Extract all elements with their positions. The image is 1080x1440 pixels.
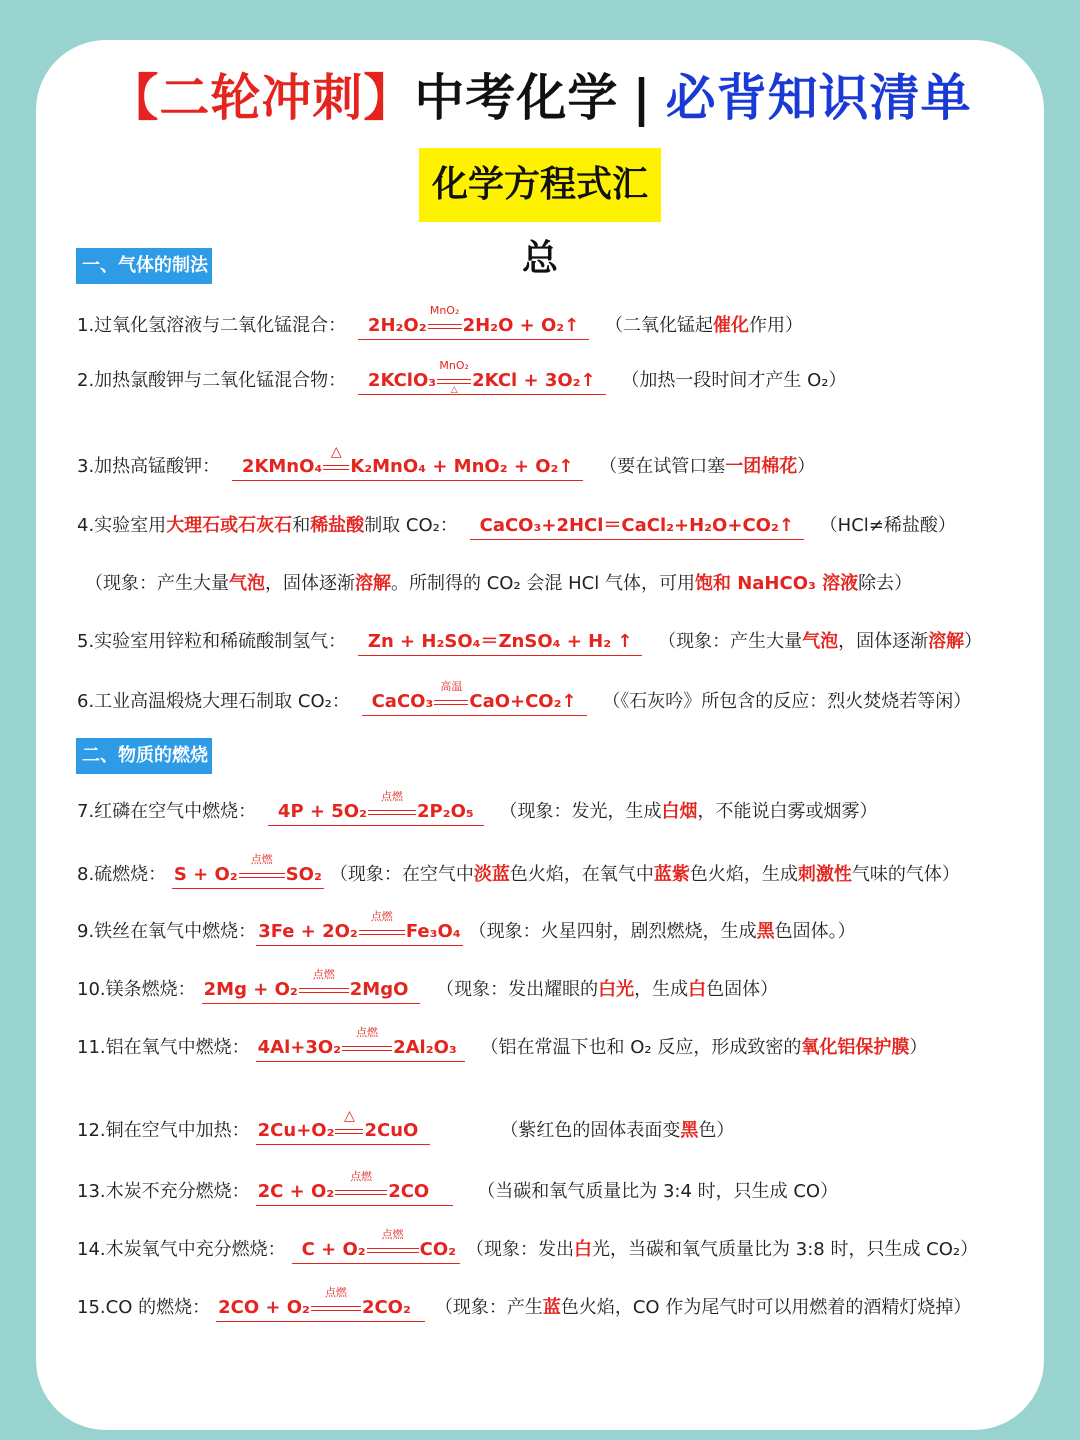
reaction-arrow <box>239 853 285 882</box>
highlight: 白烟 <box>661 801 698 822</box>
item-label: 15.CO 的燃烧： <box>77 1297 211 1318</box>
section-heading-combustion: 二、物质的燃烧 <box>76 738 212 774</box>
highlight: 稀盐酸 <box>310 515 365 536</box>
reaction-arrow <box>299 968 349 997</box>
highlight: 黑 <box>680 1120 699 1141</box>
highlight: 刺激性 <box>797 864 852 885</box>
equation-row-9 <box>77 910 1037 946</box>
note: （《石灰吟》所包含的反应：烈火焚烧若等闲） <box>602 691 972 712</box>
equation <box>358 359 606 395</box>
reactants: 2KClO₃ <box>367 370 437 391</box>
page-title <box>0 58 1080 130</box>
note: 色火焰，CO 作为尾气时可以用燃着的酒精灯烧掉） <box>560 1297 972 1318</box>
products: CO₂ <box>419 1239 457 1260</box>
highlight: 大理石或石灰石 <box>166 515 293 536</box>
highlight: 淡蓝 <box>473 864 510 885</box>
note: ，固体逐渐 <box>265 573 355 594</box>
condition-ignite: 点燃 <box>250 853 273 866</box>
note: （当碳和氧气质量比为 3:4 时，只生成 CO） <box>477 1181 839 1202</box>
note: 色） <box>698 1120 735 1141</box>
products: SO₂ <box>285 864 322 885</box>
item-label: 和 <box>292 515 311 536</box>
item-label: 4.实验室用 <box>77 515 167 536</box>
equation-row-10 <box>77 968 1037 1004</box>
highlight: 溶解 <box>928 631 965 652</box>
note: 色火焰，生成 <box>689 864 798 885</box>
highlight: 蓝紫 <box>653 864 690 885</box>
equation <box>216 1286 425 1322</box>
reaction-arrow <box>335 1108 363 1138</box>
reaction-arrow <box>368 790 416 819</box>
reactants: 2H₂O₂ <box>367 315 427 336</box>
note: （现象：发出耀眼的 <box>436 979 599 1000</box>
condition-ignite: 点燃 <box>324 1286 347 1299</box>
highlight: 黑 <box>756 921 775 942</box>
products: 2Al₂O₃ <box>393 1037 457 1058</box>
equation-row-11 <box>77 1026 1037 1062</box>
condition-heat: △ <box>450 385 458 395</box>
equation <box>362 680 587 716</box>
equation <box>256 1026 465 1062</box>
highlight: 白光 <box>598 979 635 1000</box>
equation-row-6 <box>77 680 1037 716</box>
products: 2KCl + 3O₂↑ <box>472 370 596 391</box>
equation <box>256 910 462 946</box>
reaction-arrow <box>335 1170 387 1199</box>
title-separator: | <box>632 69 652 127</box>
products: CaO+CO₂↑ <box>469 691 577 712</box>
item-label: 8.硫燃烧： <box>77 864 167 885</box>
reaction-arrow <box>359 910 405 939</box>
highlight: 一团棉花 <box>725 456 798 477</box>
equation <box>268 790 484 826</box>
equation-row-8 <box>77 853 1037 889</box>
note: 作用） <box>749 315 803 336</box>
reaction-arrow <box>311 1286 361 1315</box>
reactants: CaCO₃ <box>371 691 434 712</box>
condition-ignite: 点燃 <box>356 1026 379 1039</box>
note: （要在试管口塞 <box>599 456 726 477</box>
note: （HCl≠稀盐酸） <box>819 515 956 536</box>
note: ，固体逐渐 <box>838 631 929 652</box>
reactants: 2Mg + O₂ <box>203 979 298 1000</box>
highlight: 氧化铝保护膜 <box>801 1037 910 1058</box>
condition-catalyst: MnO₂ <box>439 359 469 372</box>
condition-heat: △ <box>330 444 342 460</box>
note: （加热一段时间才产生 O₂） <box>621 370 847 391</box>
reactants: 3Fe + 2O₂ <box>258 921 358 942</box>
item-label: 10.镁条燃烧： <box>77 979 196 1000</box>
highlight: 催化 <box>713 315 749 336</box>
note: ） <box>797 456 816 477</box>
note: 色火焰，在氧气中 <box>509 864 654 885</box>
equation-row-12 <box>77 1108 1037 1145</box>
equation-row-14 <box>77 1228 1037 1264</box>
title-list: 必背知识清单 <box>665 69 972 127</box>
reactants: S + O₂ <box>173 864 238 885</box>
equation: Zn + H₂SO₄＝ZnSO₄ + H₂ ↑ <box>358 630 643 656</box>
reaction-arrow <box>428 304 462 333</box>
equation-row-3 <box>77 444 1037 481</box>
highlight: 白 <box>574 1239 593 1260</box>
note: 气味的气体） <box>851 864 960 885</box>
item-label: 6.工业高温煅烧大理石制取 CO₂： <box>77 691 350 712</box>
reaction-arrow <box>367 1228 419 1257</box>
reaction-arrow <box>342 1026 392 1055</box>
note: ） <box>964 631 983 652</box>
products: 2CO <box>388 1181 430 1202</box>
condition-ignite: 点燃 <box>350 1170 373 1183</box>
item-label: 3.加热高锰酸钾： <box>77 456 221 477</box>
equation <box>358 304 589 340</box>
reactants: 2C + O₂ <box>257 1181 335 1202</box>
products: K₂MnO₄ + MnO₂ + O₂↑ <box>350 456 574 477</box>
reaction-arrow <box>323 444 349 474</box>
equation <box>256 1170 454 1206</box>
products: 2H₂O + O₂↑ <box>462 315 580 336</box>
note: （现象：发光，生成 <box>499 801 662 822</box>
equation <box>256 1108 431 1145</box>
reactants: 2Cu+O₂ <box>257 1120 335 1141</box>
products: 2MgO <box>349 979 409 1000</box>
products: Fe₃O₄ <box>405 921 461 942</box>
item-label: 1.过氧化氢溶液与二氧化锰混合： <box>77 315 347 336</box>
highlight: 蓝 <box>542 1297 561 1318</box>
products: 2P₂O₅ <box>416 801 474 822</box>
subtitle-banner: 化学方程式汇总 <box>419 148 661 222</box>
note: ，生成 <box>634 979 689 1000</box>
title-tag: 【二轮冲刺】 <box>108 69 415 127</box>
highlight: 饱和 NaHCO₃ 溶液 <box>694 573 859 594</box>
note: 。所制得的 CO₂ 会混 HCl 气体，可用 <box>391 573 695 594</box>
title-subject: 中考化学 <box>414 69 619 127</box>
reactants: 2CO + O₂ <box>218 1297 310 1318</box>
equation <box>292 1228 460 1264</box>
highlight: 气泡 <box>229 573 265 594</box>
highlight: 气泡 <box>802 631 839 652</box>
item-label: 7.红磷在空气中燃烧： <box>77 801 257 822</box>
note: ，不能说白雾或烟雾） <box>697 801 878 822</box>
equation-row-2 <box>77 359 1037 395</box>
note: （现象：火星四射，剧烈燃烧，生成 <box>468 921 757 942</box>
note: 除去） <box>858 573 913 594</box>
reaction-arrow <box>437 359 471 395</box>
note: （现象：发出 <box>466 1239 575 1260</box>
highlight: 白 <box>688 979 707 1000</box>
condition-high-temp: 高温 <box>440 680 463 693</box>
note: （紫红色的固体表面变 <box>500 1120 681 1141</box>
item-label: 9.铁丝在氧气中燃烧： <box>77 921 257 942</box>
equation <box>172 853 324 889</box>
note: ） <box>909 1037 928 1058</box>
equation <box>232 444 584 481</box>
equation <box>202 968 421 1004</box>
reactants: 4Al+3O₂ <box>257 1037 342 1058</box>
equation-row-7 <box>77 790 1037 826</box>
equation-row-4 <box>77 514 1037 540</box>
condition-ignite: 点燃 <box>380 790 403 803</box>
note: （现象：产生大量 <box>658 631 803 652</box>
highlight: 溶解 <box>355 573 391 594</box>
note: （铝在常温下也和 O₂ 反应，形成致密的 <box>480 1037 802 1058</box>
reactants: C + O₂ <box>301 1239 366 1260</box>
note: （二氧化锰起 <box>605 315 713 336</box>
equation-row-13 <box>77 1170 1037 1206</box>
item-label: 13.木炭不充分燃烧： <box>77 1181 250 1202</box>
reaction-arrow <box>434 680 468 709</box>
item-label: 11.铝在氧气中燃烧： <box>77 1037 250 1058</box>
note: 色固体） <box>706 979 779 1000</box>
item-label: 12.铜在空气中加热： <box>77 1120 250 1141</box>
condition-heat: △ <box>344 1108 355 1124</box>
section-heading-gas-preparation: 一、气体的制法 <box>76 248 212 284</box>
equation-row-1 <box>77 304 1037 340</box>
note: 光，当碳和氧气质量比为 3:8 时，只生成 CO₂） <box>592 1239 979 1260</box>
reactants: 4P + 5O₂ <box>277 801 367 822</box>
phenomenon-row-4 <box>85 572 1045 596</box>
item-label: 14.木炭氧气中充分燃烧： <box>77 1239 286 1260</box>
note: （现象：产生大量 <box>85 573 229 594</box>
products: 2CO₂ <box>361 1297 411 1318</box>
note: 色固体。） <box>774 921 856 942</box>
condition-catalyst: MnO₂ <box>429 304 460 317</box>
equation: CaCO₃+2HCl＝CaCl₂+H₂O+CO₂↑ <box>470 514 804 540</box>
item-label: 制取 CO₂： <box>364 515 458 536</box>
equation-row-15 <box>77 1286 1037 1322</box>
item-label: 2.加热氯酸钾与二氧化锰混合物： <box>77 370 347 391</box>
note: （现象：在空气中 <box>329 864 474 885</box>
condition-ignite: 点燃 <box>370 910 393 923</box>
item-label: 5.实验室用锌粒和稀硫酸制氢气： <box>77 631 347 652</box>
products: 2CuO <box>364 1120 419 1141</box>
equation-row-5 <box>77 630 1037 656</box>
reactants: 2KMnO₄ <box>241 456 323 477</box>
note: （现象：产生 <box>434 1297 543 1318</box>
condition-ignite: 点燃 <box>312 968 335 981</box>
condition-ignite: 点燃 <box>381 1228 404 1241</box>
